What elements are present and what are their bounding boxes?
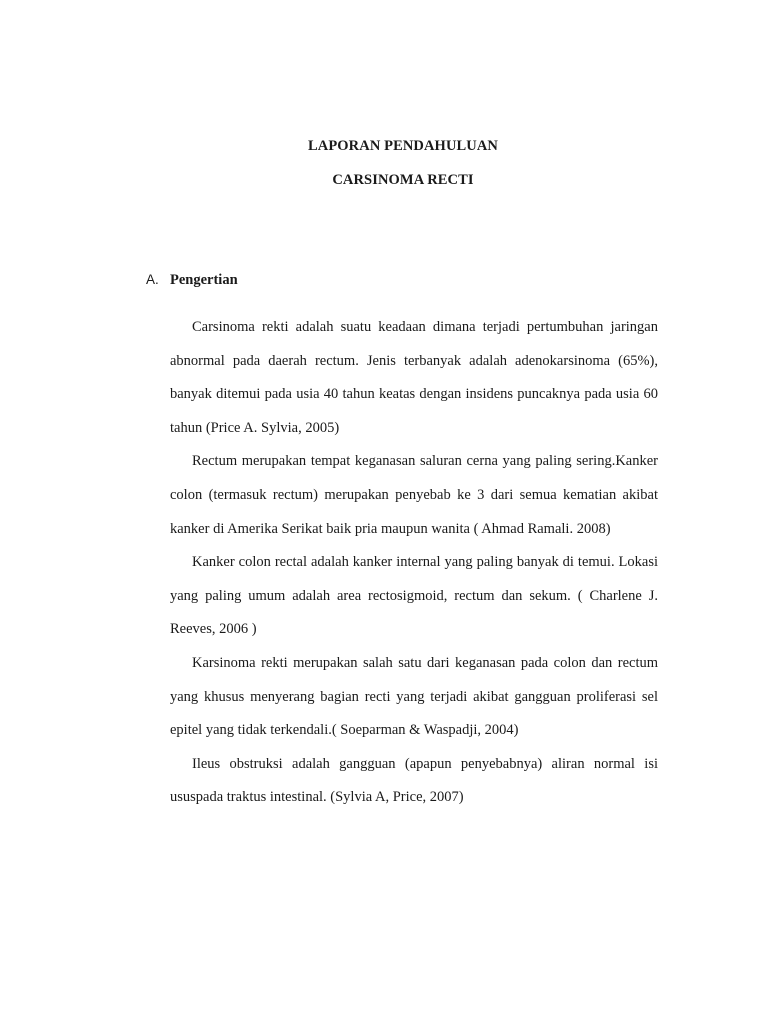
- paragraph: Kanker colon rectal adalah kanker internal yang paling banyak di temui. Lokasi yang paling umum adalah area rectosigmoid, rectum dan sekum. ( Charlene J. Reeves, 2006 ): [170, 554, 658, 638]
- document-subtitle: CARSINOMA RECTI: [332, 172, 474, 188]
- paragraph: Karsinoma rekti merupakan salah satu dari keganasan pada colon dan rectum yang khusus menyerang bagian recti yang terjadi akibat gangguan proliferasi sel epitel yang tidak terkendali.( Soeparman & Waspadji, 2004): [170, 654, 658, 739]
- section-heading: [146, 272, 238, 289]
- section-body: [170, 311, 658, 815]
- paragraph: Ileus obstruksi adalah gangguan (apapun penyebabnya) aliran normal isi ususpada traktus intestinal. (Sylvia A, Price, 2007): [170, 755, 658, 806]
- section-title: Pengertian: [170, 272, 238, 288]
- document-title: LAPORAN PENDAHULUAN: [308, 138, 498, 154]
- paragraph: Carsinoma rekti adalah suatu keadaan dimana terjadi pertumbuhan jaringan abnormal pada daerah rectum. Jenis terbanyak adalah adenokarsinoma (65%), banyak ditemui pada usia 40 tahun keatas dengan insidens puncaknya pada usia 60 tahun (Price A. Sylvia, 2005): [170, 319, 658, 436]
- section-letter: A.: [146, 272, 159, 287]
- paragraph: Rectum merupakan tempat keganasan saluran cerna yang paling sering.Kanker colon (termasuk rectum) merupakan penyebab ke 3 dari semua kematian akibat kanker di Amerika Serikat baik pria maupun wanita ( Ahmad Ramali. 2008): [170, 453, 658, 537]
